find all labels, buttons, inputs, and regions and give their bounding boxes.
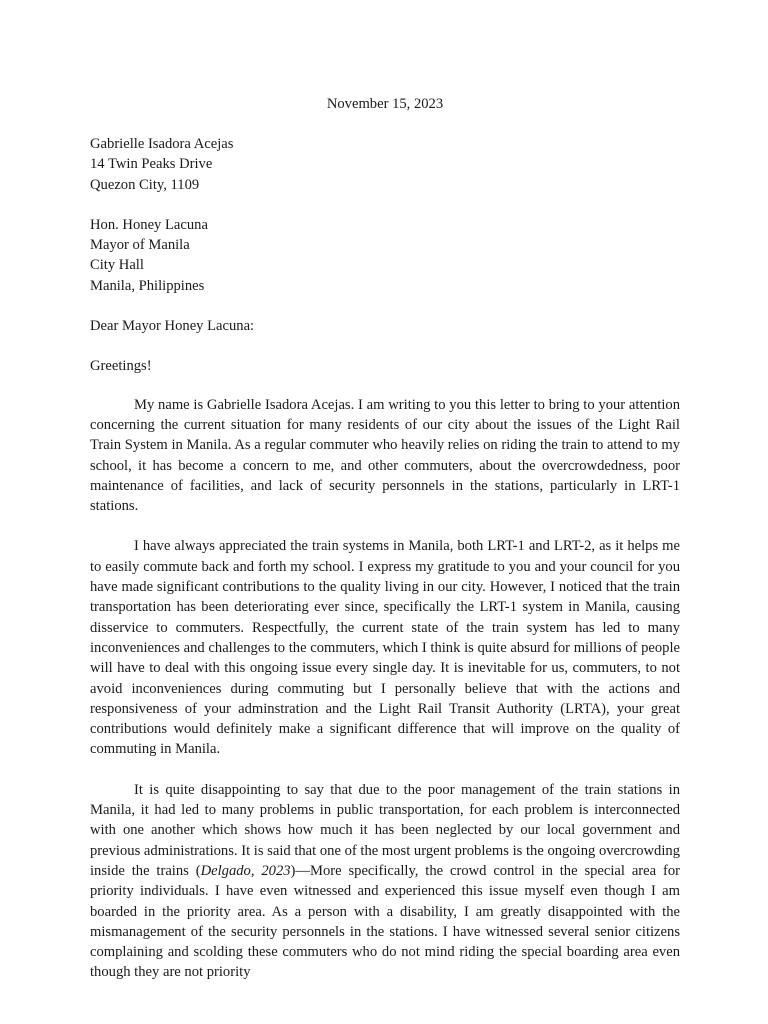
sender-street: 14 Twin Peaks Drive bbox=[90, 156, 213, 173]
sender-city: Quezon City, 1109 bbox=[90, 176, 200, 193]
sender-address-block bbox=[90, 134, 680, 195]
recipient-office: City Hall bbox=[90, 257, 144, 274]
paragraph-3-text-end: )—More specifically, the crowd control in the special area for priority individuals. I have even witnessed and experienced this issue myself even though I am boarded in the priority area. As a person with a disability, I am greatly disappointed with the mismanagement of the security personnels in the stations. I have witnessed several senior citizens complaining and scolding these commuters who do not mind riding the special boarding area even though they are not priority bbox=[90, 862, 680, 981]
salutation: Dear Mayor Honey Lacuna: bbox=[90, 318, 255, 335]
recipient-title: Mayor of Manila bbox=[90, 237, 190, 254]
body-paragraph-3 bbox=[90, 780, 680, 983]
greeting: Greetings! bbox=[90, 358, 152, 375]
paragraph-3-text-start: It is quite disappointing to say that due to the poor management of the train stations in Manila, it had led to many problems in public transportation, for each problem is interconnected with one another which shows how much it has been neglected by our local government and previous administrations. It is said that one of the most urgent problems is the ongoing overcrowding inside the trains ( bbox=[90, 781, 680, 879]
sender-name: Gabrielle Isadora Acejas bbox=[90, 136, 234, 152]
recipient-location: Manila, Philippines bbox=[90, 277, 205, 294]
recipient-address-block bbox=[90, 215, 680, 296]
letter-page bbox=[90, 94, 680, 983]
body-paragraph-1: My name is Gabrielle Isadora Acejas. I am writing to you this letter to bring to your attention concerning the current situation for many residents of our city about the issues of the Light Rail Train System in Manila. As a regular commuter who heavily relies on riding the train to attend to my school, it has become a concern to me, and other commuters, about the overcrowdedness, poor maintenance of facilities, and lack of security personnels in the stations, particularly in LRT-1 stations. bbox=[90, 396, 680, 515]
citation: Delgado, 2023 bbox=[200, 862, 291, 879]
body-paragraph-2: I have always appreciated the train systems in Manila, both LRT-1 and LRT-2, as it helps me to easily commute back and forth my school. I express my gratitude to you and your council for you have made significant contributions to the quality living in our city. However, I noticed that the train transportation has been deteriorating ever since, specifically the LRT-1 system in Manila, causing disservice to commuters. Respectfully, the current state of the train system has led to many inconveniences and challenges to the commuters, which I think is quite absurd for millions of people will have to deal with this ongoing issue every single day. It is inevitable for us, commuters, to not avoid inconveniences during commuting but I personally believe that with the actions and responsiveness of your adminstration and the Light Rail Transit Authority (LRTA), your great contributions would definitely make a significant difference that will improve on the quality of commuting in Manila. bbox=[90, 538, 680, 758]
letter-date: November 15, 2023 bbox=[326, 96, 444, 112]
recipient-name: Hon. Honey Lacuna bbox=[90, 216, 208, 233]
